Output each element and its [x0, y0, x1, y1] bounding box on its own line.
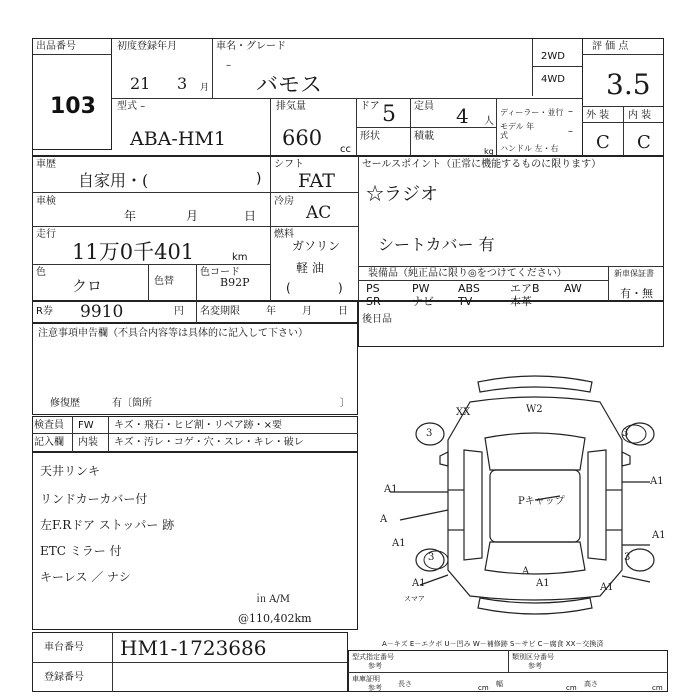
selling-points-line2: シートカバー 有 — [378, 235, 495, 254]
ac-value: AC — [306, 203, 332, 223]
selling-points-line1: ☆ラジオ — [366, 184, 438, 205]
memo-line: キーレス ／ ナシ — [40, 570, 131, 584]
mileage-label: 走行 — [36, 229, 56, 240]
model-year-label: モデル 年式 — [500, 122, 535, 140]
exterior-value: C — [596, 132, 610, 153]
inspection-month-unit: 月 — [186, 209, 199, 223]
shift-label: シフト — [274, 159, 304, 170]
equipment-item: エアB — [510, 282, 540, 295]
inspector-fw: FW — [78, 420, 94, 431]
dims-length: 長さ — [398, 680, 412, 688]
load-unit: kg — [484, 147, 494, 156]
rear-items-frame — [358, 301, 664, 347]
name-change-label: 名変期限 — [200, 306, 240, 317]
lot-number: 103 — [50, 94, 96, 119]
dims-label: 車庫証明 — [352, 675, 380, 683]
diagram-mark: 3 — [624, 552, 631, 563]
color-code-value: B92P — [220, 276, 250, 289]
inspector2-interior: 内装 — [78, 437, 98, 448]
fuel-paren-close: ) — [338, 281, 343, 295]
registration-year: 21 — [130, 74, 151, 93]
chassis-label: 車台番号 — [44, 642, 84, 653]
equipment-item: SR — [366, 295, 381, 308]
inspection-day-unit: 日 — [244, 209, 257, 223]
capacity-value: 4 — [456, 104, 469, 128]
dims-sub: 参考 — [368, 684, 382, 692]
name-change-day: 日 — [338, 306, 348, 317]
plate-label: 登録番号 — [44, 672, 84, 683]
load-label: 積載 — [414, 131, 434, 142]
color-value: クロ — [72, 277, 103, 295]
memo-line: 天井リンキ — [40, 464, 101, 478]
odometer-note-line1: ㏌ A/M — [256, 594, 291, 605]
fuel-gasoline: ガソリン — [292, 239, 341, 253]
shift-value: FAT — [298, 170, 335, 192]
fuel-diesel: 軽 油 — [296, 261, 324, 275]
diagram-mark: A1 — [392, 538, 406, 549]
recycle-label: R券 — [36, 306, 53, 317]
equipment-label: 装備品（純正品に限り◎をつけてください） — [368, 268, 567, 279]
diagram-mark: A — [522, 566, 530, 577]
equipment-item: 本革 — [510, 295, 532, 308]
dims-height-unit: cm — [652, 684, 663, 692]
capacity-label: 定員 — [414, 101, 434, 112]
diagram-mark: 3 — [426, 428, 433, 439]
equipment-item: PW — [412, 282, 430, 295]
interior-label: 内 装 — [628, 110, 652, 121]
class-no-sub: 参考 — [528, 662, 542, 670]
doors-value: 5 — [382, 102, 396, 127]
history-value: 自家用・( — [78, 171, 149, 190]
fuel-paren-open: ( — [286, 281, 291, 295]
memo-line: リンドカーカバー付 — [40, 492, 148, 506]
recycle-value: 9910 — [80, 302, 124, 322]
mileage-value: 11万0千401 — [72, 240, 195, 264]
shape-label: 形状 — [360, 131, 380, 142]
drive-4wd-label: 4WD — [541, 74, 565, 85]
dims-width: 幅 — [496, 680, 503, 688]
drive-2wd-label: 2WD — [541, 51, 565, 62]
equipment-item: AW — [564, 282, 582, 295]
diagram-mark: XX — [456, 407, 471, 418]
memo-line: 左F.Rドア ストッパー 跡 — [40, 518, 175, 532]
inspector-items: キズ・飛石・ヒビ割・リペア跡・×要 — [114, 420, 282, 431]
equipment-item: ナビ — [412, 295, 434, 308]
diagram-mark: A1 — [652, 530, 666, 541]
diagram-mark: 3 — [622, 428, 629, 439]
inspection-label: 車検 — [36, 196, 56, 207]
selling-points-label: セールスポイント（正常に機能するものに限ります） — [362, 159, 602, 170]
color-code-label: 色コード — [200, 267, 240, 278]
displacement-unit: cc — [340, 144, 351, 155]
lot-label: 出品番号 — [36, 41, 76, 52]
doors-label: ドア — [360, 101, 380, 112]
displacement-value: 660 — [282, 126, 323, 150]
repair-label: 修復歴 — [50, 398, 80, 409]
record-book-value: 有・無 — [620, 287, 653, 300]
model-value: ABA-HM1 — [130, 128, 226, 150]
diagram-mark: A — [380, 514, 388, 525]
fuel-label: 燃料 — [274, 229, 294, 240]
memo-line: ETC ミラー 付 — [40, 544, 122, 558]
diagram-mark: A1 — [384, 484, 398, 495]
diagram-mark: A1 — [536, 578, 550, 589]
exterior-label: 外 装 — [586, 110, 610, 121]
type-cert-sub: 参考 — [368, 662, 382, 670]
equipment-item: ABS — [458, 282, 480, 295]
model-label: 型式 – — [117, 101, 146, 112]
capacity-unit: 人 — [484, 116, 494, 127]
repair-value: 有〔箇所 — [112, 398, 152, 409]
name-change-year: 年 — [266, 306, 276, 317]
record-book-label: 新車保証書 — [614, 269, 654, 278]
diagram-mark: A1 — [650, 476, 664, 487]
inspector2-items: キズ・汚レ・コゲ・穴・スレ・キレ・破レ — [114, 437, 304, 448]
model-year-dash: – — [568, 126, 573, 137]
diagram-mark: A1 — [600, 582, 614, 593]
inspection-year-unit: 年 — [124, 209, 137, 223]
car-name-dash: – — [226, 60, 231, 71]
name-change-month: 月 — [302, 306, 312, 317]
dims-width-unit: cm — [566, 684, 577, 692]
diagram-mark: Pキャップ — [518, 496, 565, 507]
rear-items-label: 後日品 — [362, 314, 392, 325]
history-close: ) — [256, 171, 262, 187]
dealer-label: ディーラー・並行 — [500, 108, 564, 117]
history-label: 車歴 — [36, 159, 56, 170]
inspector-label: 検査員 — [34, 420, 64, 431]
color-change-label: 色替 — [154, 276, 174, 287]
mileage-unit: km — [232, 252, 248, 263]
interior-value: C — [637, 132, 651, 153]
dims-length-unit: cm — [478, 684, 489, 692]
type-cert-label: 型式指定番号 — [352, 653, 394, 661]
diagram-legend: A－キズ E－エクボ U－凹み W－補修跡 S－サビ C－腐食 XX－交換済 — [382, 640, 604, 648]
equipment-item: TV — [458, 295, 473, 308]
notes-label: 注意事項申告欄（不具合内容等は具体的に記入して下さい） — [38, 328, 308, 339]
class-no-label: 類別区分番号 — [512, 653, 554, 661]
car-name-label: 車名・グレード — [216, 41, 286, 52]
registration-month-unit: 月 — [200, 83, 210, 93]
recycle-unit: 円 — [174, 306, 184, 317]
diagram-mark: 3 — [428, 552, 435, 563]
inspector2-label: 記入欄 — [34, 437, 64, 448]
color-label: 色 — [36, 267, 46, 278]
top-block-frame — [32, 38, 664, 156]
repair-close: 〕 — [340, 398, 350, 409]
diagram-sumi: スマア — [404, 595, 425, 603]
diagram-mark: W2 — [526, 404, 543, 415]
score-label: 評 価 点 — [592, 41, 629, 52]
handle-label: ハンドル 左・右 — [500, 144, 559, 153]
displacement-label: 排気量 — [276, 101, 306, 112]
diagram-mark: A1 — [412, 578, 426, 589]
registration-label: 初度登録年月 — [117, 41, 177, 52]
equipment-item: PS — [366, 282, 380, 295]
odometer-note-line2: @110,402km — [238, 612, 312, 625]
ac-label: 冷房 — [274, 196, 294, 207]
dealer-dash: – — [568, 106, 573, 117]
dims-height: 高さ — [584, 680, 598, 688]
registration-month: 3 — [177, 74, 188, 93]
score-value: 3.5 — [606, 68, 651, 101]
car-name-value: バモス — [256, 73, 323, 98]
chassis-value: HM1-1723686 — [120, 636, 267, 660]
